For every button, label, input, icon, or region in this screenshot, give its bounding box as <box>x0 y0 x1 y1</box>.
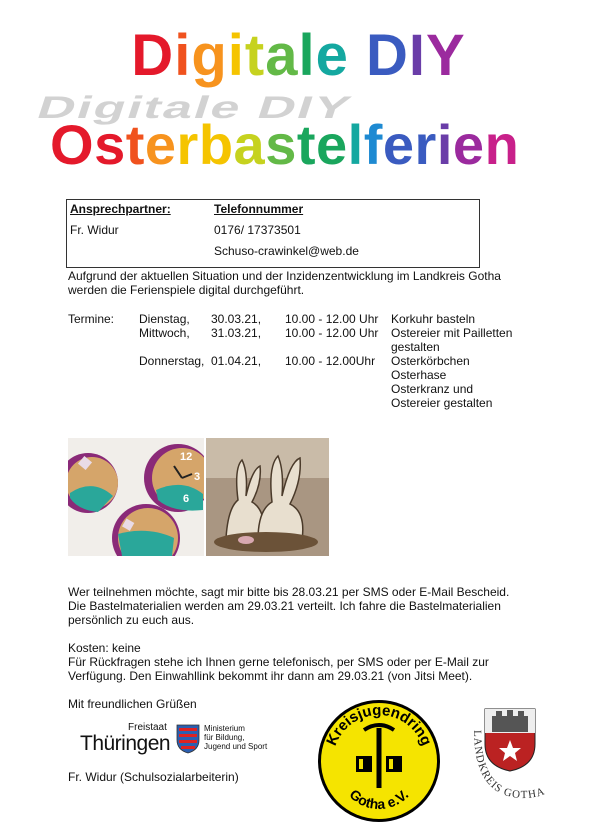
contact-name: Fr. Widur <box>70 223 119 237</box>
kreisjugendring-logo <box>316 698 442 824</box>
svg-text:Kreisjugendring: Kreisjugendring <box>323 701 435 749</box>
title-letter: I <box>408 23 426 88</box>
title-letter: l <box>298 23 316 88</box>
signature: Fr. Widur (Schulsozialarbeiterin) <box>68 770 239 784</box>
para-line: persönlich zu euch aus. <box>68 613 195 627</box>
schedule-date: 31.03.21, <box>211 326 262 340</box>
paragraph-costs <box>68 641 489 683</box>
coat-of-arms-icon <box>176 724 200 754</box>
title-letter: e <box>144 113 177 176</box>
schedule-activity: Osterkranz und <box>391 382 474 396</box>
svg-text:6: 6 <box>183 493 190 505</box>
schedule-date: 01.04.21, <box>211 354 262 368</box>
title-letter: e <box>316 113 348 176</box>
landkreis-gotha-logo <box>466 700 576 810</box>
svg-text:LANDKREIS GOTHA: LANDKREIS GOTHA <box>470 729 547 802</box>
schedule-day: Dienstag, <box>139 312 190 326</box>
schedule-day: Mittwoch, <box>139 326 190 340</box>
title-letter: e <box>382 113 415 176</box>
schedule-activity: Osterhase <box>391 368 447 382</box>
title-letter: l <box>347 113 364 176</box>
schedule-activity: gestalten <box>391 340 440 354</box>
title-letter: g <box>191 23 228 88</box>
schedule-day: Donnerstag, <box>139 354 205 368</box>
schedule-time: 10.00 - 12.00 Uhr <box>285 326 379 340</box>
title-letter: i <box>436 113 453 176</box>
title-letter: t <box>296 113 317 176</box>
title-line1 <box>0 22 597 89</box>
title-letter: a <box>233 113 266 176</box>
contact-header-partner: Ansprechpartner: <box>70 202 171 216</box>
schedule-date: 30.03.21, <box>211 312 262 326</box>
contact-phone: 0176/ 17373501 <box>214 223 301 237</box>
svg-text:Gotha e.V.: Gotha e.V. <box>346 785 412 813</box>
contact-header-phone: Telefonnummer <box>214 202 304 216</box>
title-letter: D <box>365 23 409 88</box>
intro-line: Aufgrund der aktuellen Situation und der Inzidenzentwicklung im Landkreis Gotha <box>68 269 501 283</box>
para-line: Die Bastelmaterialien werden am 29.03.21 verteilt. Ich fahre die Bastelmaterialien <box>68 599 501 613</box>
title-letter: s <box>94 113 126 176</box>
svg-text:3: 3 <box>194 471 201 483</box>
title-letter: n <box>484 113 520 176</box>
title-letter: r <box>176 113 199 176</box>
contact-table <box>66 199 480 268</box>
title-letter: i <box>227 23 245 88</box>
title-letter: t <box>244 23 266 88</box>
paper-bunny-photo <box>206 438 329 556</box>
title-letter: b <box>198 113 234 176</box>
title-shadow: Digitale DIY <box>32 90 357 126</box>
schedule-time: 10.00 - 12.00 Uhr <box>285 312 379 326</box>
title-letter: Y <box>426 23 466 88</box>
landkreis-arc-text <box>466 700 576 810</box>
thueringen-logo: Freistaat Thüringen Ministerium für Bildung, Jugend und Sport <box>80 722 268 755</box>
title-letter: i <box>174 23 192 88</box>
cork-clock-photo <box>68 438 204 556</box>
title-letter: s <box>265 113 297 176</box>
termine-label: Termine: <box>68 312 115 326</box>
greeting: Mit freundlichen Grüßen <box>68 697 197 711</box>
title-letter: e <box>452 113 485 176</box>
schedule-activity: Ostereier mit Pailletten <box>391 326 513 340</box>
contact-email: Schuso-crawinkel@web.de <box>214 244 359 258</box>
para-line: Verfügung. Den Einwahllink bekommt ihr dann am 29.03.21 (von Jitsi Meet). <box>68 669 473 683</box>
para-line: Kosten: keine <box>68 641 141 655</box>
title-line2 <box>50 112 519 177</box>
svg-text:12: 12 <box>180 451 193 463</box>
intro-line: werden die Ferienspiele digital durchgeführt. <box>68 283 305 297</box>
intro-text <box>68 269 501 297</box>
schedule-activity: Osterkörbchen <box>391 354 470 368</box>
title-letter: e <box>315 23 349 88</box>
title-letter <box>349 23 366 88</box>
para-line: Für Rückfragen stehe ich Ihnen gerne telefonisch, per SMS oder per E-Mail zur <box>68 655 489 669</box>
schedule-time: 10.00 - 12.00Uhr <box>285 354 376 368</box>
schedule-activity: Ostereier gestalten <box>391 396 493 410</box>
title-letter: O <box>50 113 95 176</box>
title-letter: a <box>265 23 299 88</box>
paragraph-registration <box>68 585 509 627</box>
title-letter: f <box>363 113 383 176</box>
title-letter: D <box>131 23 175 88</box>
para-line: Wer teilnehmen möchte, sagt mir bitte bis 28.03.21 per SMS oder E-Mail Bescheid. <box>68 585 510 599</box>
title-letter: r <box>414 113 437 176</box>
title-letter: t <box>125 113 145 176</box>
schedule-activity: Korkuhr basteln <box>391 312 476 326</box>
